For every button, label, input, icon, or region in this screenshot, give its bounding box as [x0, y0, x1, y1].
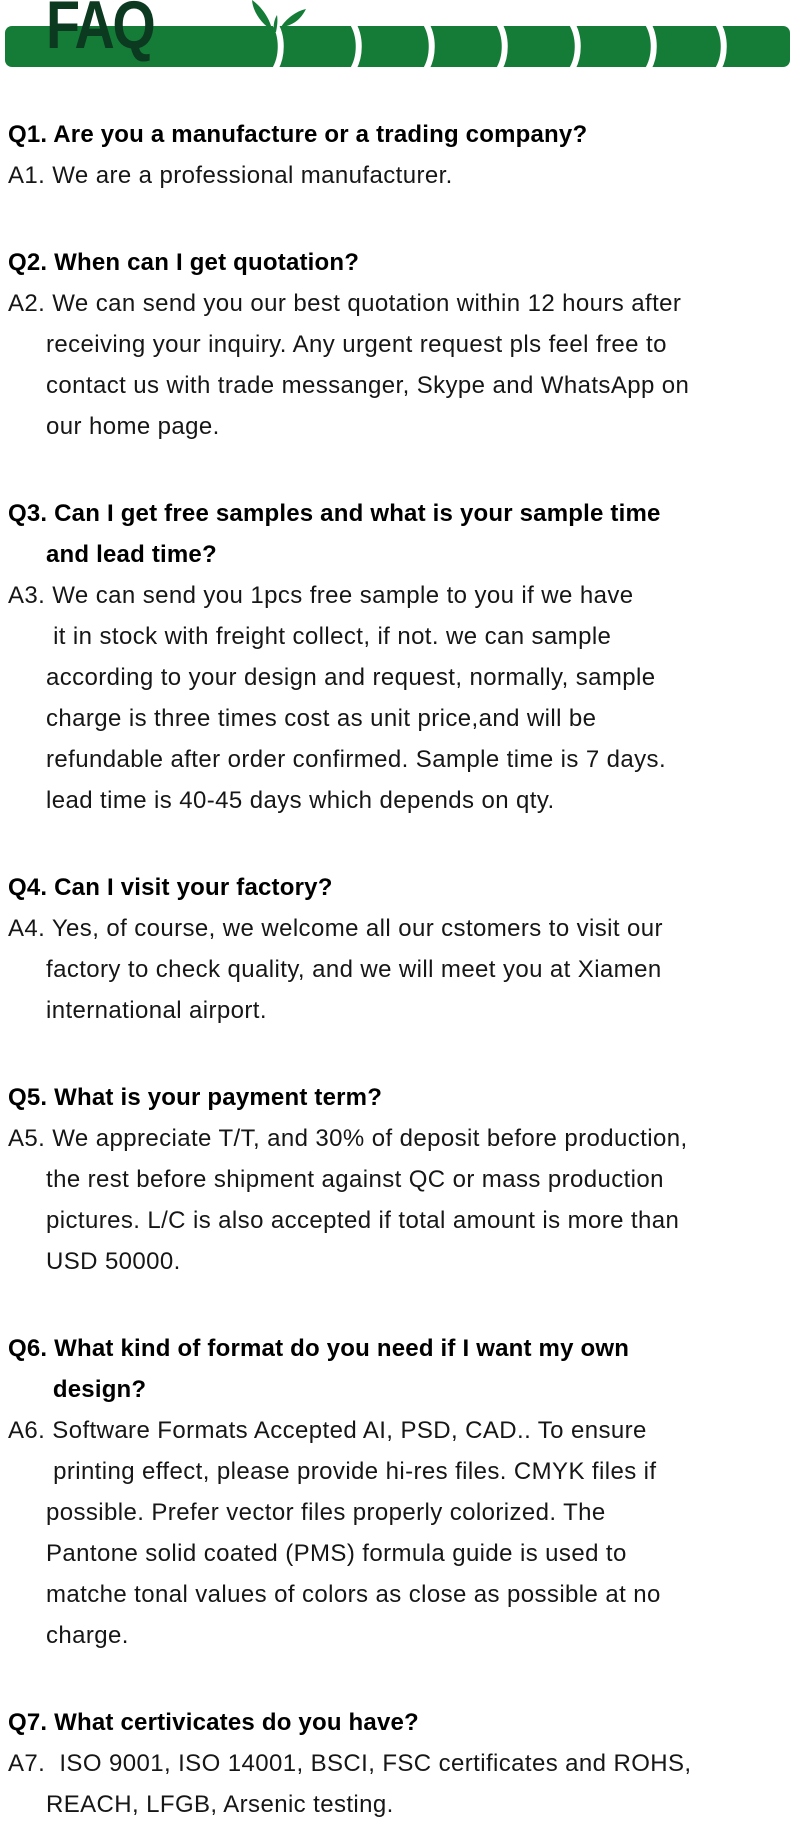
- answer-line: charge.: [46, 1622, 129, 1649]
- answer-line: A7. ISO 9001, ISO 14001, BSCI, FSC certificates and ROHS,: [8, 1750, 692, 1777]
- answer-line: REACH, LFGB, Arsenic testing.: [46, 1791, 394, 1818]
- faq-answer: [8, 575, 782, 821]
- faq-answer: [8, 1743, 782, 1825]
- faq-question: [8, 493, 782, 575]
- faq-section: [8, 1328, 782, 1656]
- faq-section: [8, 114, 782, 196]
- answer-line: receiving your inquiry. Any urgent request pls feel free to: [46, 331, 667, 358]
- answer-line: A1. We are a professional manufacturer.: [8, 162, 453, 189]
- faq-answer: [8, 908, 782, 1031]
- answer-line: according to your design and request, normally, sample: [46, 664, 656, 691]
- question-line: Q2. When can I get quotation?: [8, 249, 360, 276]
- answer-line: possible. Prefer vector files properly colorized. The: [46, 1499, 606, 1526]
- answer-line: A2. We can send you our best quotation within 12 hours after: [8, 290, 682, 317]
- faq-question: [8, 1702, 782, 1743]
- question-line: Q5. What is your payment term?: [8, 1084, 383, 1111]
- answer-line: international airport.: [46, 997, 267, 1024]
- answer-line: Pantone solid coated (PMS) formula guide is used to: [46, 1540, 627, 1567]
- faq-section: [8, 1077, 782, 1282]
- question-line: design?: [46, 1376, 147, 1403]
- faq-section: [8, 242, 782, 447]
- answer-line: the rest before shipment against QC or mass production: [46, 1166, 664, 1193]
- answer-line: A5. We appreciate T/T, and 30% of deposit before production,: [8, 1125, 688, 1152]
- answer-line: matche tonal values of colors as close as possible at no: [46, 1581, 661, 1608]
- answer-line: charge is three times cost as unit price,and will be: [46, 705, 597, 732]
- faq-answer: [8, 1118, 782, 1282]
- question-line: Q4. Can I visit your factory?: [8, 874, 333, 901]
- page-title: FAQ: [46, 0, 154, 63]
- faq-section: [8, 493, 782, 821]
- faq-header: [0, 0, 790, 70]
- answer-line: lead time is 40-45 days which depends on qty.: [46, 787, 555, 814]
- answer-line: our home page.: [46, 413, 220, 440]
- faq-answer: [8, 155, 782, 196]
- answer-line: contact us with trade messanger, Skype and WhatsApp on: [46, 372, 690, 399]
- answer-line: factory to check quality, and we will meet you at Xiamen: [46, 956, 662, 983]
- faq-question: [8, 242, 782, 283]
- faq-question: [8, 1077, 782, 1118]
- answer-line: A6. Software Formats Accepted AI, PSD, CAD.. To ensure: [8, 1417, 647, 1444]
- faq-question: [8, 114, 782, 155]
- question-line: Q3. Can I get free samples and what is your sample time: [8, 500, 661, 527]
- question-line: Q1. Are you a manufacture or a trading company?: [8, 121, 588, 148]
- answer-line: A4. Yes, of course, we welcome all our cstomers to visit our: [8, 915, 663, 942]
- answer-line: USD 50000.: [46, 1248, 181, 1275]
- answer-line: refundable after order confirmed. Sample time is 7 days.: [46, 746, 667, 773]
- faq-section: [8, 1702, 782, 1825]
- answer-line: it in stock with freight collect, if not. we can sample: [46, 623, 612, 650]
- faq-section: [8, 867, 782, 1031]
- answer-line: printing effect, please provide hi-res files. CMYK files if: [46, 1458, 657, 1485]
- faq-main: [0, 70, 790, 1825]
- faq-answer: [8, 283, 782, 447]
- faq-question: [8, 1328, 782, 1410]
- question-line: Q7. What certivicates do you have?: [8, 1709, 419, 1736]
- answer-line: A3. We can send you 1pcs free sample to you if we have: [8, 582, 634, 609]
- question-line: and lead time?: [46, 541, 217, 568]
- question-line: Q6. What kind of format do you need if I want my own: [8, 1335, 630, 1362]
- faq-question: [8, 867, 782, 908]
- answer-line: pictures. L/C is also accepted if total amount is more than: [46, 1207, 680, 1234]
- faq-answer: [8, 1410, 782, 1656]
